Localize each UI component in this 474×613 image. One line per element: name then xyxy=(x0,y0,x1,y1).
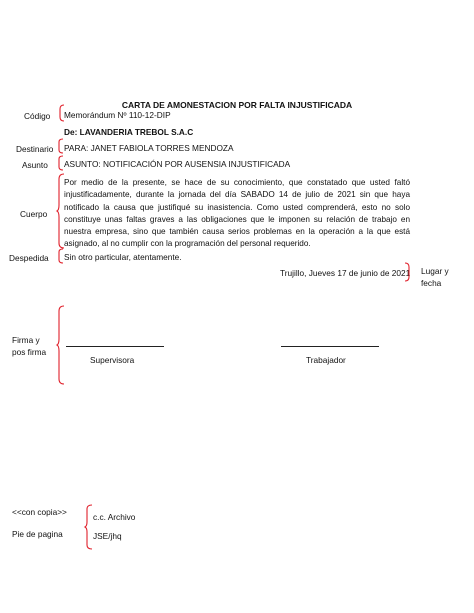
label-con-copia: <<con copia>> xyxy=(12,507,67,517)
label-codigo: Código xyxy=(24,111,51,121)
letter-body: Por medio de la presente, se hace de su conocimiento, que constatado que usted faltó injustificadamente, durante la jornada del día SABADO 14 de julio de 2021 sin que haya notificado la causa que justifiqué su inasistencia. Como usted comprenderá, esto no solo constituye unas faltas graves a las obligaciones que le imponen su relación de trabajo en nuestra empresa, sino que también causa serios problemas en la operación a la que está asignado, al no cumplir con la programación del personal requerido. xyxy=(64,178,410,249)
signature-line-trabajador xyxy=(281,346,379,347)
label-despedida: Despedida xyxy=(9,253,49,263)
label-firma-2: pos firma xyxy=(12,347,47,357)
signature-trabajador: Trabajador xyxy=(306,355,346,365)
signature-line-supervisora xyxy=(66,346,164,347)
label-asunto: Asunto xyxy=(22,160,48,170)
place-date: Trujillo, Jueves 17 de junio de 2021 xyxy=(280,268,411,278)
label-lugar-fecha-1: Lugar y xyxy=(421,266,449,276)
label-pie-pagina: Pie de pagina xyxy=(12,529,63,539)
bracket-copia xyxy=(84,504,94,550)
closing-line: Sin otro particular, atentamente. xyxy=(64,252,182,262)
signature-supervisora: Supervisora xyxy=(90,355,135,365)
label-lugar-fecha-2: fecha xyxy=(421,278,442,288)
letter-title: CARTA DE AMONESTACION POR FALTA INJUSTIFICADA xyxy=(121,100,353,110)
recipient-line: PARA: JANET FABIOLA TORRES MENDOZA xyxy=(64,143,234,153)
label-destinario: Destinario xyxy=(16,144,54,154)
sender-line: De: LAVANDERIA TREBOL S.A.C xyxy=(64,127,194,137)
reference-initials: JSE/jhq xyxy=(93,531,122,541)
label-cuerpo: Cuerpo xyxy=(20,209,48,219)
bracket-lugar-fecha xyxy=(403,262,411,282)
cc-archivo: c.c. Archivo xyxy=(93,512,136,522)
subject-line: ASUNTO: NOTIFICACIÓN POR AUSENSIA INJUSTIFICADA xyxy=(64,159,291,169)
bracket-firma xyxy=(56,305,66,385)
label-firma-1: Firma y xyxy=(12,335,40,345)
memorandum-number: Memorándum Nº 110-12-DIP xyxy=(64,110,171,120)
